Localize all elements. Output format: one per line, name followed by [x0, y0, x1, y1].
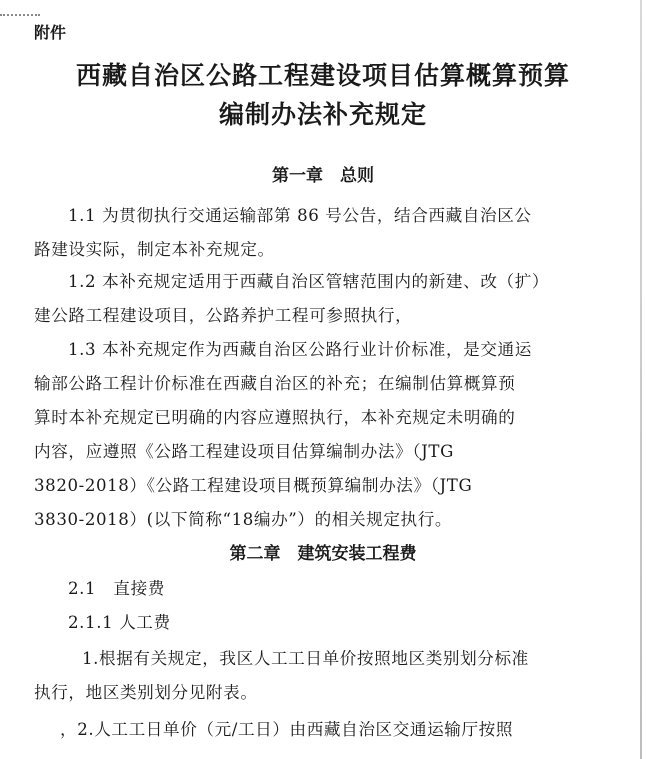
para-1-2-line-2: 建公路工程建设项目，公路养护工程可参照执行，: [34, 306, 413, 325]
document-title-line-1: 西藏自治区公路工程建设项目估算概算预算: [75, 61, 570, 90]
chapter-2-heading: 第二章 建筑安装工程费: [229, 544, 417, 564]
attachment-label: 附件: [34, 23, 67, 42]
item-2-line-1: ，2.人工工日单价（元/工日）由西藏自治区交通运输厅按照: [60, 720, 514, 739]
para-1-3-line-5: 3820-2018）《公路工程建设项目概预算编制办法》（JTG: [34, 476, 473, 495]
item-1-line-2: 执行，地区类别划分见附表。: [34, 683, 258, 702]
chapter-1-heading: 第一章 总则: [272, 166, 374, 186]
scan-dots: [0, 14, 40, 18]
document-title-line-2: 编制办法补充规定: [218, 100, 427, 129]
para-1-3-line-6: 3830-2018）(以下简称“18编办”）的相关规定执行。: [34, 510, 453, 529]
para-1-3-line-4: 内容，应遵照《公路工程建设项目估算编制办法》（JTG: [34, 442, 454, 461]
para-1-3-line-2: 输部公路工程计价标准在西藏自治区的补充；在编制估算概算预: [34, 374, 516, 393]
section-2-1-heading: 2.1 直接费: [68, 579, 165, 598]
para-1-2-line-1: 1.2 本补充规定适用于西藏自治区管辖范围内的新建、改（扩）: [68, 272, 550, 291]
para-1-3-line-3: 算时本补充规定已明确的内容应遵照执行，本补充规定未明确的: [34, 408, 516, 427]
para-1-3-line-1: 1.3 本补充规定作为西藏自治区公路行业计价标准，是交通运: [68, 340, 532, 359]
para-1-1-line-2: 路建设实际，制定本补充规定。: [34, 240, 275, 259]
para-1-1-line-1: 1.1 为贯彻执行交通运输部第 86 号公告，结合西藏自治区公: [68, 206, 532, 225]
item-1-line-1: 1.根据有关规定，我区人工工日单价按照地区类别划分标准: [82, 649, 529, 668]
section-2-1-1-heading: 2.1.1 人工费: [68, 613, 171, 632]
